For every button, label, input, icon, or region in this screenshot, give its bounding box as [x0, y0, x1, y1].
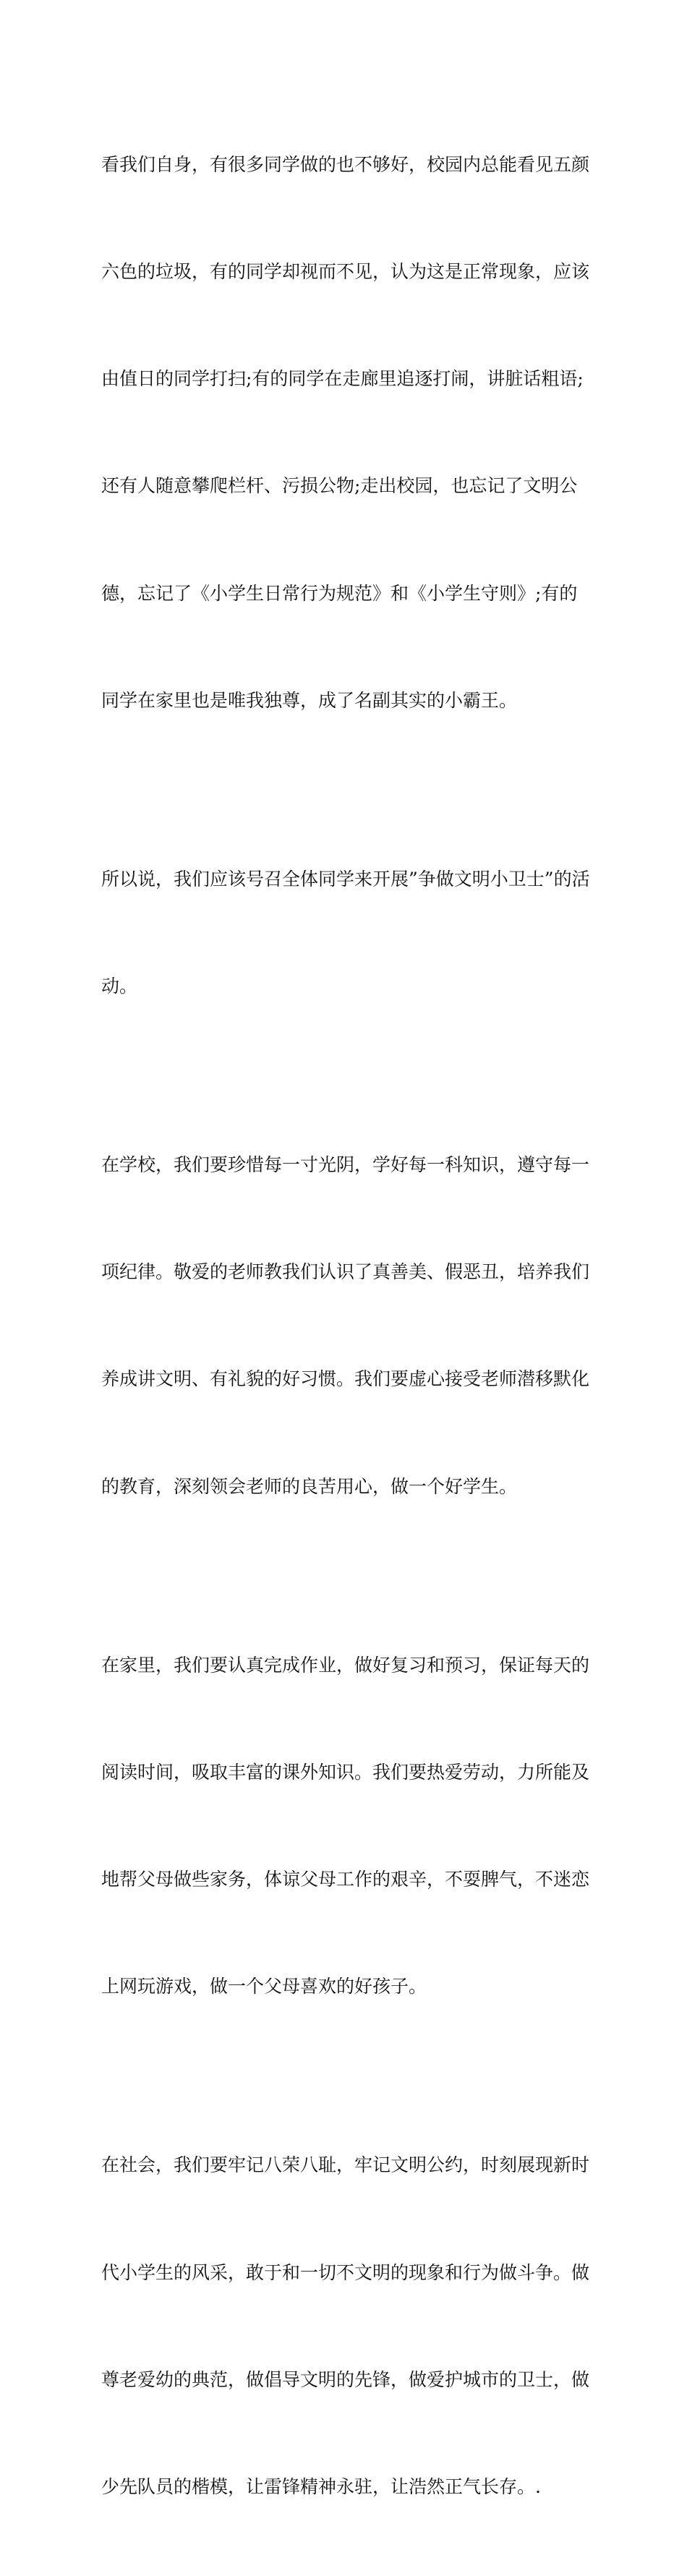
- text-line: 在学校，我们要珍惜每一寸光阴，学好每一科知识，遵守每一: [101, 1147, 593, 1182]
- text-line: 代小学生的风采，敢于和一切不文明的现象和行为做斗争。做: [101, 2255, 593, 2290]
- text-line: 阅读时间，吸取丰富的课外知识。我们要热爱劳动，力所能及: [101, 1754, 593, 1790]
- text-line: 由值日的同学打扫;有的同学在走廊里追逐打闹，讲脏话粗语;: [101, 361, 593, 396]
- text-line: 的教育，深刻领会老师的良苦用心，做一个好学生。: [101, 1469, 593, 1504]
- text-line: 在家里，我们要认真完成作业，做好复习和预习，保证每天的: [101, 1647, 593, 1683]
- paragraph-at-school: [101, 1075, 593, 1576]
- text-line: 少先队员的楷模，让雷锋精神永驻，让浩然正气长存。.: [101, 2469, 593, 2504]
- text-line: 项纪律。敬爱的老师教我们认识了真善美、假恶丑，培养我们: [101, 1254, 593, 1289]
- text-line: 动。: [101, 968, 593, 1004]
- paragraph-in-society: [101, 2076, 593, 2576]
- text-line: 同学在家里也是唯我独尊，成了名副其实的小霸王。: [101, 683, 593, 718]
- document-page: [0, 0, 687, 889]
- paragraph-call-to-action: [101, 790, 593, 1075]
- paragraph-self-reflection: [101, 75, 593, 790]
- text-line: 养成讲文明、有礼貌的好习惯。我们要虚心接受老师潜移默化: [101, 1361, 593, 1396]
- text-line: 上网玩游戏，做一个父母喜欢的好孩子。: [101, 1969, 593, 2004]
- text-line: 看我们自身，有很多同学做的也不够好，校园内总能看见五颜: [101, 147, 593, 182]
- text-line: 还有人随意攀爬栏杆、污损公物;走出校园，也忘记了文明公: [101, 468, 593, 503]
- paragraph-at-home: [101, 1576, 593, 2076]
- text-line: 六色的垃圾，有的同学却视而不见，认为这是正常现象，应该: [101, 254, 593, 289]
- text-line: 所以说，我们应该号召全体同学来开展”争做文明小卫士”的活: [101, 861, 593, 897]
- text-line: 德，忘记了《小学生日常行为规范》和《小学生守则》;有的: [101, 576, 593, 611]
- text-line: 尊老爱幼的典范，做倡导文明的先锋，做爱护城市的卫士，做: [101, 2362, 593, 2397]
- document-body: [101, 75, 593, 2576]
- text-line: 地帮父母做些家务，体谅父母工作的艰辛，不耍脾气，不迷恋: [101, 1861, 593, 1897]
- text-line: 在社会，我们要牢记八荣八耻，牢记文明公约，时刻展现新时: [101, 2147, 593, 2183]
